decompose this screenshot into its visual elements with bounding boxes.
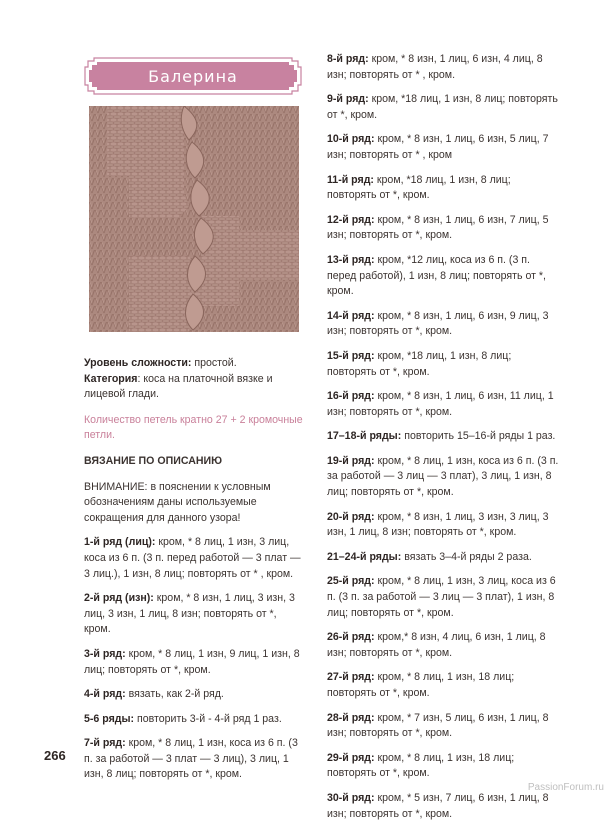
row-text: кром, * 8 изн, 1 лиц, 6 изн, 5 лиц, 7 изн; повторять от * , кром bbox=[327, 133, 549, 161]
row-text: кром, *18 лиц, 1 изн, 8 лиц; повторять от *, кром. bbox=[327, 173, 511, 202]
row-text: кром, * 8 лиц, 1 изн, 3 лиц, коса из 6 п. (3 п. за работой — 3 лиц — 3 плат), 1 изн, 8 лиц; повторять от *, кром. bbox=[327, 575, 556, 619]
watermark: PassionForum.ru bbox=[527, 782, 604, 793]
row-label: 3-й ряд: bbox=[84, 647, 126, 660]
attention-note: ВНИМАНИЕ: в пояснении к условным обозначениям даны используемые сокращения для данного узора! bbox=[84, 480, 271, 524]
row-label: 27-й ряд: bbox=[327, 671, 375, 684]
row-text: вязать 3–4-й ряды 2 раза. bbox=[401, 550, 532, 563]
row-instruction bbox=[327, 132, 559, 163]
row-instruction bbox=[327, 213, 559, 244]
row-label: 30-й ряд: bbox=[327, 791, 375, 804]
right-text-column bbox=[327, 52, 559, 831]
row-label: 19-й ряд: bbox=[327, 454, 375, 467]
row-instruction bbox=[327, 173, 559, 204]
row-label: 2-й ряд (изн): bbox=[84, 592, 154, 605]
row-instruction bbox=[327, 253, 559, 300]
row-text: кром, * 8 изн, 1 лиц, 6 изн, 11 лиц, 1 изн; повторять от *, кром. bbox=[327, 390, 554, 418]
difficulty-line: Уровень сложности: простой. bbox=[84, 357, 237, 369]
row-label: 9-й ряд: bbox=[327, 93, 369, 106]
left-text-column bbox=[84, 356, 306, 792]
row-label: 21–24-й ряды: bbox=[327, 550, 402, 563]
row-label: 15-й ряд: bbox=[327, 349, 375, 362]
left-rows-list bbox=[84, 535, 306, 783]
row-text: кром, * 8 лиц, 1 изн, 18 лиц; повторять от *, кром. bbox=[327, 751, 515, 780]
row-instruction bbox=[84, 647, 306, 678]
row-text: кром, * 8 лиц, 1 изн, коса из 6 п. (3 п. за работой — 3 лиц — 3 плат), 3 лиц, 1 изн, 8 лиц; повторять от *, кром. bbox=[327, 454, 559, 499]
row-label: 16-й ряд: bbox=[327, 390, 375, 403]
row-label: 17–18-й ряды: bbox=[327, 430, 402, 443]
row-instruction bbox=[327, 630, 559, 661]
row-instruction bbox=[327, 389, 559, 420]
row-text: кром, * 8 изн, 1 лиц, 3 изн, 3 лиц, 3 изн, 1 лиц, 8 изн; повторять от *, кром. bbox=[327, 510, 549, 539]
row-instruction bbox=[327, 429, 559, 445]
row-instruction bbox=[327, 52, 559, 83]
row-label: 5-6 ряды: bbox=[84, 712, 135, 725]
row-label: 11-й ряд: bbox=[327, 173, 374, 186]
row-label: 10-й ряд: bbox=[327, 133, 375, 146]
row-instruction bbox=[84, 591, 306, 638]
row-text: кром, * 8 изн, 1 лиц, 6 изн, 9 лиц, 3 изн; повторять от *, кром. bbox=[327, 309, 549, 338]
row-instruction bbox=[84, 687, 306, 703]
row-text: повторить 15–16-й ряды 1 раз. bbox=[401, 430, 556, 443]
row-text: кром, * 8 лиц, 1 изн, коса из 6 п. (3 п. за работой — 3 плат — 3 лиц), 3 лиц, 1 изн, 8 лиц; повторять от *, кром. bbox=[84, 737, 298, 781]
row-instruction bbox=[84, 712, 306, 728]
row-label: 13-й ряд: bbox=[327, 253, 375, 266]
section-heading: ВЯЗАНИЕ ПО ОПИСАНИЮ bbox=[84, 454, 223, 467]
row-instruction bbox=[327, 349, 559, 380]
row-text: кром, *18 лиц, 1 изн, 8 лиц; повторять от *, кром. bbox=[327, 349, 512, 378]
row-label: 28-й ряд: bbox=[327, 711, 375, 724]
row-label: 8-й ряд: bbox=[327, 53, 369, 65]
row-instruction bbox=[327, 711, 559, 742]
row-text: повторить 3-й - 4-й ряд 1 раз. bbox=[134, 712, 282, 725]
row-instruction bbox=[327, 574, 559, 621]
row-label: 7-й ряд: bbox=[84, 737, 126, 750]
row-text: кром, * 8 изн, 1 лиц, 6 изн, 7 лиц, 5 изн; повторять от *, кром. bbox=[327, 213, 549, 242]
knit-swatch-photo bbox=[89, 106, 299, 332]
row-label: 26-й ряд: bbox=[327, 631, 375, 644]
row-text: кром, * 8 лиц, 1 изн, 3 лиц, коса из 6 п. (3 п. перед работой — 3 плат — 3 лиц.), 1 изн, 8 лиц; повторять от * , кром. bbox=[84, 536, 301, 580]
row-instruction bbox=[327, 510, 559, 541]
pattern-title: Балерина bbox=[148, 66, 238, 86]
row-text: кром, * 7 изн, 5 лиц, 6 изн, 1 лиц, 8 изн; повторять от *, кром. bbox=[327, 711, 549, 740]
row-text: кром,* 8 изн, 4 лиц, 6 изн, 1 лиц, 8 изн; повторять от *, кром. bbox=[327, 631, 546, 659]
row-label: 4-й ряд: bbox=[84, 688, 126, 701]
row-label: 1-й ряд (лиц): bbox=[84, 536, 156, 549]
row-text: вязать, как 2-й ряд. bbox=[125, 688, 224, 701]
row-text: кром, *12 лиц, коса из 6 п. (3 п. перед работой), 1 изн, 8 лиц; повторять от *, кром. bbox=[327, 253, 546, 298]
row-instruction bbox=[327, 92, 559, 123]
row-label: 14-й ряд: bbox=[327, 309, 375, 322]
stitch-multiple-note: Количество петель кратно 27 + 2 кромочные петли. bbox=[84, 413, 303, 442]
row-instruction bbox=[84, 535, 306, 582]
row-text: кром, * 8 изн, 1 лиц, 6 изн, 4 лиц, 8 изн; повторять от * , кром. bbox=[327, 53, 543, 81]
row-instruction bbox=[327, 309, 559, 340]
row-label: 12-й ряд: bbox=[327, 213, 375, 226]
row-text: кром, * 5 изн, 7 лиц, 6 изн, 1 лиц, 8 изн; повторять от *, кром. bbox=[327, 791, 549, 820]
row-instruction bbox=[327, 550, 559, 566]
page-number: 266 bbox=[44, 748, 66, 763]
row-instruction bbox=[84, 736, 306, 783]
row-text: кром, * 8 изн, 1 лиц, 3 изн, 3 лиц, 3 изн, 1 лиц, 8 изн; повторять от *, кром. bbox=[84, 592, 295, 636]
row-text: кром, * 8 лиц, 1 изн, 18 лиц; повторять от *, кром. bbox=[327, 671, 515, 699]
row-text: кром, *18 лиц, 1 изн, 8 лиц; повторять от *, кром. bbox=[327, 93, 558, 121]
row-label: 20-й ряд: bbox=[327, 510, 375, 523]
title-banner bbox=[84, 57, 302, 95]
row-label: 25-й ряд: bbox=[327, 575, 375, 588]
row-instruction bbox=[327, 751, 559, 782]
category-line: Категория: коса на платочной вязке и лицевой глади. bbox=[84, 372, 273, 401]
right-rows-list bbox=[327, 52, 559, 822]
row-instruction bbox=[327, 791, 559, 822]
row-instruction bbox=[327, 454, 559, 501]
row-text: кром, * 8 лиц, 1 изн, 9 лиц, 1 изн, 8 лиц; повторять от *, кром. bbox=[84, 647, 300, 676]
row-label: 29-й ряд: bbox=[327, 751, 375, 764]
row-instruction bbox=[327, 670, 559, 701]
